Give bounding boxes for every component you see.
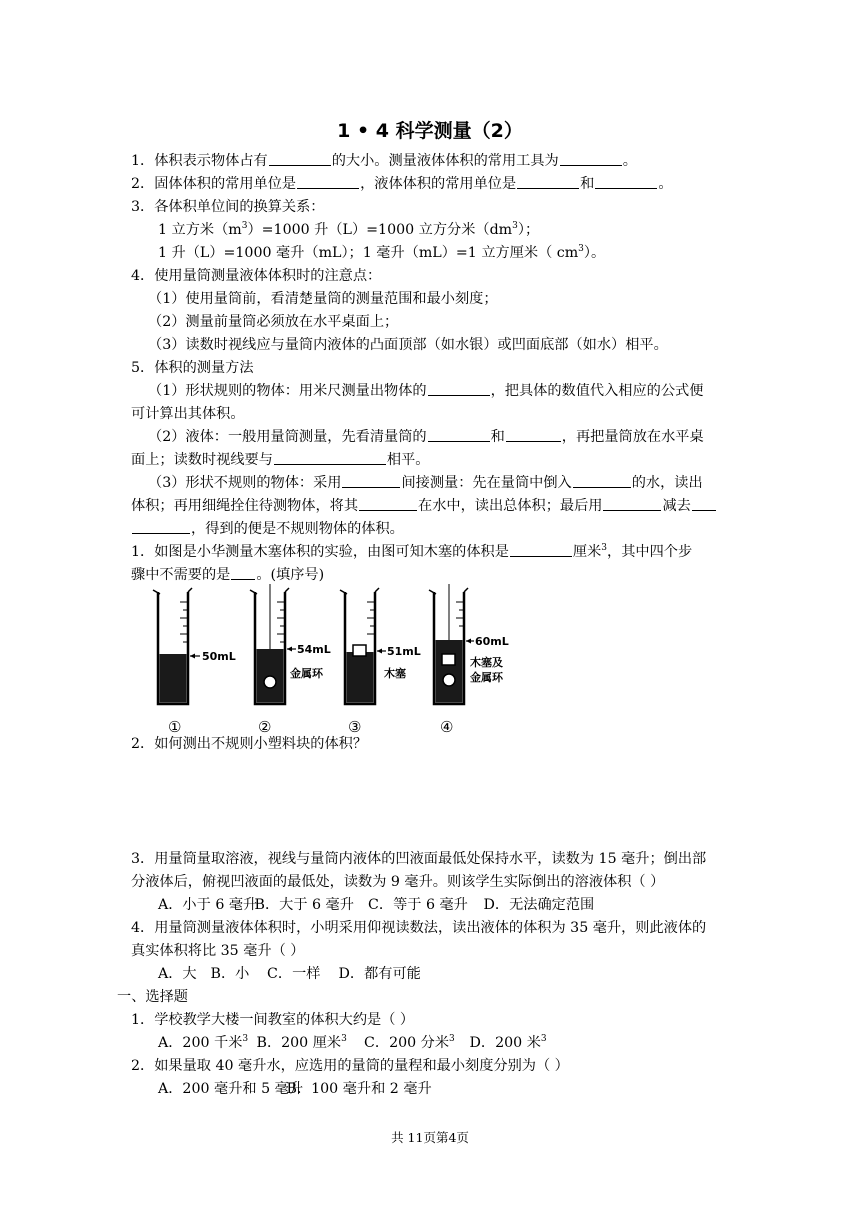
knowledge-item-5-heading: 5．体积的测量方法 [131, 360, 254, 376]
knowledge-item-4-heading: 4．使用量筒测量液体体积时的注意点： [131, 268, 382, 284]
knowledge-item-4-point-3: （3）读数时视线应与量筒内液体的凸面顶部（如水银）或凹面底部（如水）相平。 [148, 337, 668, 353]
knowledge-item-2: 2．固体体积的常用单位是 ，液体体积的常用单位是 和 。 [131, 176, 673, 192]
knowledge-item-3-heading: 3．各体积单位间的换算关系： [131, 199, 325, 215]
knowledge-item-1: 1．体积表示物体占有 的大小。测量液体体积的常用工具为 。 [131, 153, 637, 169]
question-3-options [158, 895, 594, 915]
question-2: 2．如何测出不规则小塑料块的体积？ [131, 736, 368, 752]
cylinder-step-4 [429, 584, 509, 704]
option-a[interactable]: A．200 毫升和 5 毫升 [158, 1081, 304, 1097]
option-a[interactable]: A．大 [158, 966, 197, 982]
question-4-line-1: 4．用量筒测量液体体积时，小明采用仰视读数法，读出液体的体积为 35 毫升，则此液体的 [131, 920, 707, 936]
section-heading: 一、选择题 [117, 989, 188, 1005]
unit-conversion-line-1: 1 立方米$(m^3)=1000$ 升（L）=1000 立方分米$(dm^3)$； [158, 221, 540, 238]
option-b[interactable]: B．200 厘米$^3$ [256, 1034, 347, 1051]
cylinder-step-2 [250, 584, 331, 704]
option-d[interactable]: D．都有可能 [338, 966, 421, 982]
page-title: 1 • 4 科学测量（2） [337, 120, 523, 142]
choice-question-2: 2．如果量取 40 毫升水，应选用的量筒的量程和最小刻度分别为（ ） [131, 1058, 569, 1074]
cylinder-step-1 [153, 588, 236, 704]
option-d[interactable]: D．200 米$^3$ [469, 1034, 547, 1051]
cylinder-figure [150, 582, 509, 740]
reading-label: 60mL [475, 635, 509, 648]
option-b[interactable]: B．小 [210, 966, 250, 982]
method-irregular-line-3: ，得到的便是不规则物体的体积。 [131, 519, 404, 539]
option-a[interactable]: A．小于 6 毫升 [158, 897, 258, 913]
option-a[interactable]: A．200 千米$^3$ [158, 1034, 249, 1051]
reading-label: 54mL [297, 643, 331, 656]
question-4-line-2: 真实体积将比 35 毫升（ ） [131, 943, 305, 959]
option-d[interactable]: D．无法确定范围 [483, 897, 595, 913]
cylinder-step-3 [340, 588, 421, 704]
question-1-line-2: 骤中不需要的是 。(填序号) [131, 567, 325, 583]
answer-blank [428, 427, 490, 442]
answer-blank [692, 496, 716, 511]
choice-question-2-options [158, 1079, 432, 1099]
answer-blank [342, 473, 400, 488]
option-c[interactable]: C．200 分米$^3$ [364, 1034, 455, 1051]
answer-blank [506, 427, 561, 442]
cork-and-ring-label: 金属环 [470, 671, 503, 684]
reading-label: 51mL [387, 645, 421, 658]
method-liquid-line-2: 面上；读数时视线要与 相平。 [131, 452, 430, 468]
answer-blank [231, 565, 255, 580]
step-number: ① [168, 718, 182, 736]
method-irregular-line-2: 体积；再用细绳拴住待测物体，将其 在水中，读出总体积；最后用 减去 [131, 496, 717, 516]
question-4-options [158, 964, 421, 984]
option-c[interactable]: C．等于 6 毫升 [368, 897, 468, 913]
page-footer: 共 11页第4页 [391, 1130, 469, 1145]
method-irregular-line-1: （3）形状不规则的物体：采用 间接测量：先在量筒中倒入 的水，读出 [148, 475, 703, 491]
question-3-line-1: 3．用量筒量取溶液，视线与量筒内液体的凹液面最低处保持水平，读数为 15 毫升；倒出部 [131, 851, 707, 867]
answer-blank [359, 496, 417, 511]
answer-blank [560, 151, 622, 166]
answer-blank [274, 450, 386, 465]
option-b[interactable]: B．100 毫升和 2 毫升 [286, 1081, 432, 1097]
answer-blank [510, 542, 572, 557]
knowledge-item-4-point-2: （2）测量前量筒必须放在水平桌面上； [148, 314, 399, 330]
question-1-line-1: 1．如图是小华测量木塞体积的实验，由图可知木塞的体积是 厘米$^3$，其中四个步 [131, 543, 693, 560]
option-b[interactable]: B．大于 6 毫升 [254, 897, 354, 913]
method-regular-line-2: 可计算出其体积。 [131, 406, 245, 422]
cork-and-ring-label: 木塞及 [470, 656, 503, 669]
method-liquid-line-1: （2）液体：一般用量筒测量，先看清量筒的 和 ，再把量筒放在水平桌 [148, 429, 704, 445]
answer-blank [595, 174, 657, 189]
method-regular-line-1: （1）形状规则的物体：用米尺测量出物体的 ，把具体的数值代入相应的公式便 [148, 383, 704, 399]
answer-blank [297, 174, 359, 189]
answer-blank [132, 519, 190, 534]
choice-question-1: 1．学校教学大楼一间教室的体积大约是（ ） [131, 1012, 415, 1028]
answer-blank [603, 496, 661, 511]
cork-label: 木塞 [384, 667, 406, 680]
answer-blank [573, 473, 631, 488]
answer-blank [269, 151, 331, 166]
reading-label: 50mL [202, 650, 236, 663]
question-3-line-2: 分液体后，俯视凹液面的最低处，读数为 9 毫升。则该学生实际倒出的溶液体积（ ） [131, 874, 665, 890]
answer-blank [517, 174, 579, 189]
step-number: ③ [348, 718, 362, 736]
knowledge-item-4-point-1: （1）使用量筒前，看清楚量筒的测量范围和最小刻度； [148, 291, 498, 307]
step-number: ② [258, 718, 272, 736]
metal-ring-label: 金属环 [290, 667, 323, 680]
unit-conversion-line-2: 1 升（L）=1000 毫升（mL）；1 毫升（mL）=1 立方厘米（ $cm^3$）。 [158, 244, 606, 261]
choice-question-1-options [158, 1033, 547, 1053]
answer-blank [428, 381, 490, 396]
step-number: ④ [440, 718, 454, 736]
option-c[interactable]: C．一样 [267, 966, 321, 982]
